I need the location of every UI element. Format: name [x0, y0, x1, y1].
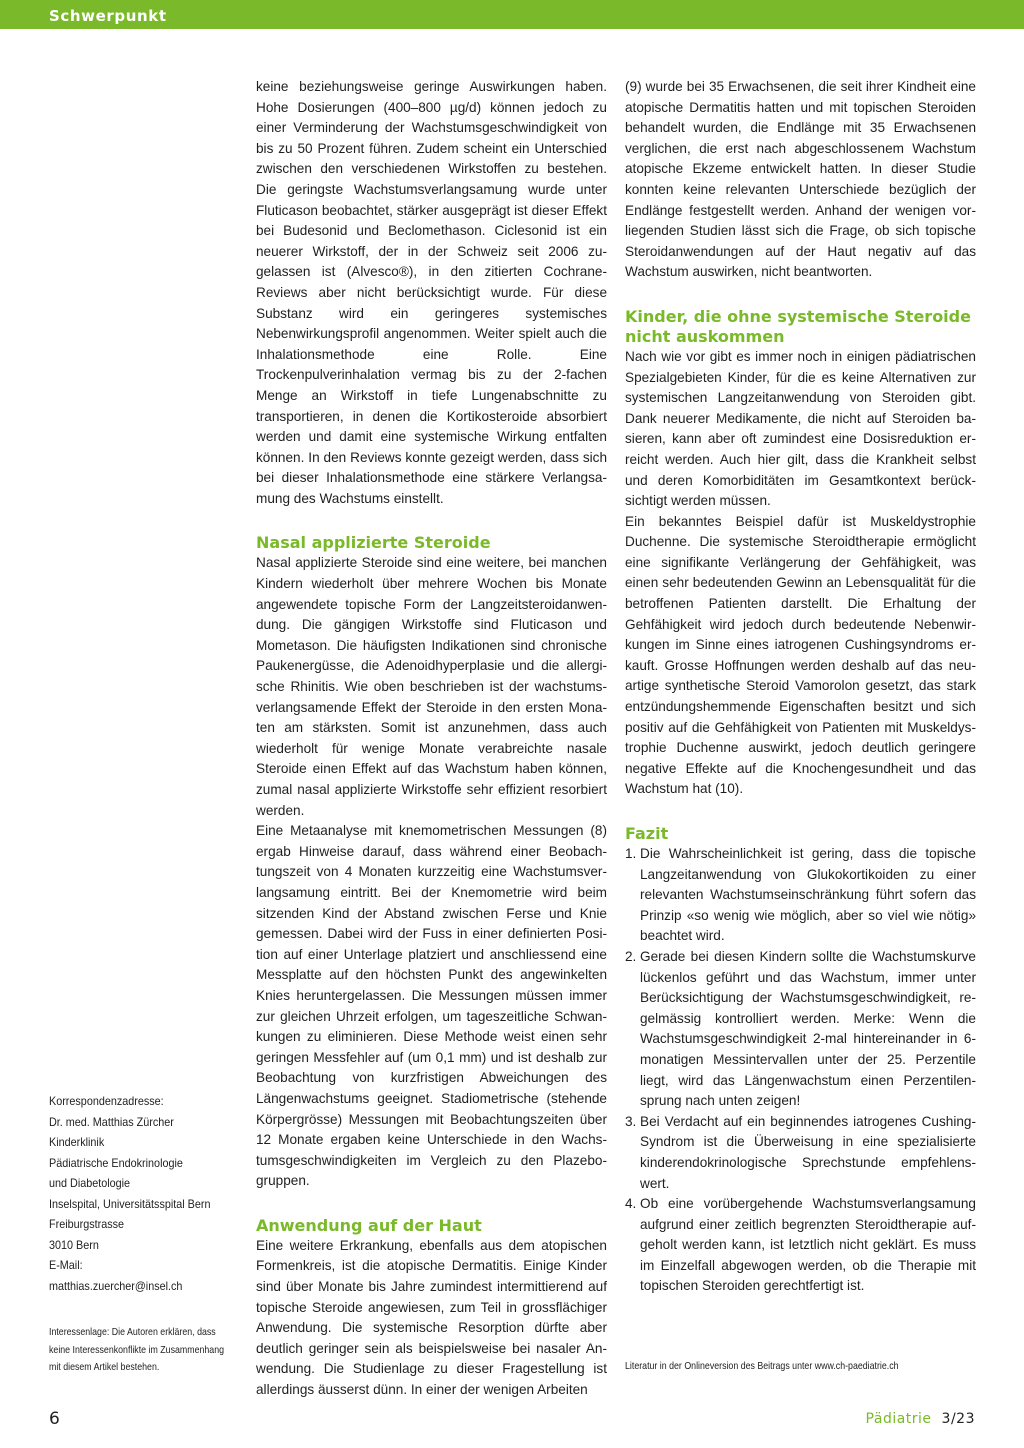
conflict-of-interest-note [49, 1324, 249, 1377]
paragraph: Nach wie vor gibt es immer noch in einigen pädiatrischen Spezialgebieten Kinder, für die es keine Alternativen zur systemischen Langzeitanwendung von Steroiden gibt. Dank neuerer Medikamente, die nicht auf Steroiden basieren, kann aber oft zumindest eine Dosisreduktion erreicht werden. Auch hier gilt, dass die Krankheit selbst und deren Komorbiditäten im Gesamtkontext berücksichtigt werden müssen. [625, 348, 976, 509]
article-column-right [625, 77, 976, 1297]
address-line: Kinderklinik [49, 1135, 105, 1149]
paragraph: keine beziehungsweise geringe Auswirkungen haben. Hohe Dosierungen (400–800 µg/d) können jedoch zu einer Verminderung der Wachstumsgeschwindigkeit von bis zu 50 Prozent führen. Zudem scheint ein Unterschied zwischen den verschiedenen Wirkstoffen zu bestehen. Die geringste Wachstumsverlangsamung wurde unter Fluticason beobachtet, stärker ausgeprägt ist dieser Effekt bei Budesonid und Beclomethason. Ciclesonid ist ein neuerer Wirkstoff, der in der Schweiz seit 2006 zugelassen ist (Alvesco®), in den zitierten Cochrane-Reviews aber nicht berücksichtigt wurde. Für diese Substanz wird ein geringeres systemisches Nebenwirkungsprofil angenommen. Weiter spielt auch die Inhalationsmethode eine Rolle. Eine Trockenpulverinhalation vermag bis zu der 2-fachen Menge an Wirkstoff in tiefe Lungenabschnitte zu transportieren, in denen die Kortikosteroide absorbiert werden und damit eine systemische Wirkung entfalten können. In den Reviews konnte gezeigt werden, dass sich bei dieser Inhalationsmethode eine stärkere Verlangsamung des Wachstums einstellt. [256, 79, 607, 506]
issue-number: 3/23 [941, 1411, 975, 1427]
list-number: 3. [625, 1113, 637, 1129]
paragraph: Nasal applizierte Steroide sind eine weitere, bei manchen Kindern wiederholt über mehrere Wochen bis Monate angewendete topische Form der Langzeitsteroidanwendung. Die gängigen Wirkstoffe sind Fluticason und Mometason. Die häufigsten Indikationen sind chronische Paukenergüsse, die Adenoidhyperplasie und die allergische Rhinitis. Wie oben beschrieben ist der wachstumsverlangsamende Effekt der Steroide in den ersten Monaten am stärksten. Somit ist anzunehmen, dass auch wiederholt für wenige Monate verabreichte nasale Steroide einen Effekt auf das Wachstum haben können, zumal nasal applizierte Wirkstoffe sehr effizient resorbiert werden. [256, 555, 607, 818]
list-number: 4. [625, 1196, 637, 1212]
list-item [625, 1194, 976, 1297]
page-number: 6 [49, 1409, 60, 1429]
literature-note: Literatur in der Onlineversion des Beitrags unter www.ch-paediatrie.ch [625, 1360, 899, 1372]
correspondence-address [49, 1091, 239, 1296]
paragraph: Eine weitere Erkrankung, ebenfalls aus dem atopischen Formenkreis, ist die atopische Dermatitis. Einige Kinder sind über Monate bis Jahre zumindest intermittierend auf topische Steroide angewiesen, zum Teil in grossflächiger Anwendung. Die systemische Resorption dürfte aber deutlich geringer sein als beispielsweise bei nasaler Anwendung. Die Studienlage zu dieser Fragestellung ist allerdings äusserst dünn. In einer der wenigen Arbeiten [256, 1237, 607, 1398]
journal-name: Pädiatrie [865, 1411, 932, 1427]
list-number: 1. [625, 846, 637, 861]
section-heading-fazit: Fazit [625, 824, 669, 843]
address-line: 3010 Bern [49, 1237, 99, 1252]
paragraph: Ein bekanntes Beispiel dafür ist Muskeldystrophie Duchenne. Die systemische Steroidtherapie ermöglicht eine signifikante Verlängerung der Gehfähigkeit, was einen sehr bedeutenden Gewinn an Lebensqualität für die betroffenen Patienten darstellt. Die Erhaltung der Gehfähigkeit wird jedoch durch bedeutende Nebenwirkungen im Sinne eines iatrogenen Cushingsyndroms erkauft. Grosse Hoffnungen werden deshalb auf das neuartige synthetische Steroid Vamorolon gesetzt, das stark entzündungshemmende Eigenschaften besitzt und sich positiv auf die Gehfähigkeit von Patienten mit Muskeldystrophie Duchenne auswirkt, jedoch deutlich geringere negative Effekte auf die Knochengesundheit und das Wachstum hat (10). [625, 513, 976, 797]
list-item [625, 947, 976, 1112]
list-item-text: Gerade bei diesen Kindern sollte die Wachstumskurve lückenlos geführt und das Wachstum, immer unter Berücksichtigung der Wachstumsgeschwindigkeit, regelmässig kontrolliert werden. Merke: Wenn die Wachstumsgeschwindigkeit 2-mal hintereinander in 6-monatigen Messintervallen unter der 25. Perzentile liegt, wird das Längenwachstum einen Perzentilensprung nach unten zeigen! [640, 948, 976, 1109]
list-item-text: Bei Verdacht auf ein beginnendes iatrogenes Cushing-Syndrom ist die Überweisung in eine spezialisierte kinderendokrinologische Sprechstunde empfehlenswert. [640, 1113, 976, 1191]
list-item [625, 844, 976, 947]
address-line: und Diabetologie [49, 1176, 131, 1190]
fazit-list [625, 844, 976, 1297]
interest-line: Interessenlage: Die Autoren erklären, dass [49, 1326, 216, 1338]
section-header-bar [0, 0, 1024, 29]
email-address: matthias.zuercher@insel.ch [49, 1278, 183, 1293]
address-line: Freiburgstrasse [49, 1217, 125, 1231]
paragraph: Eine Metaanalyse mit knemometrischen Messungen (8) ergab Hinweise darauf, dass während einer Beobachtungszeit von 4 Monaten kurzzeitig eine Wachstumsverlangsamung eintritt. Bei der Knemometrie wird beim sitzenden Kind der Abstand zwischen Ferse und Knie gemessen. Dabei wird der Fuss in einer definierten Position auf einer Unterlage platziert und anschliessend eine Messplatte auf den höchsten Punkt des angewinkelten Knies heruntergelassen. Die Messungen müssen immer zur gleichen Uhrzeit erfolgen, um tageszeitliche Schwankungen zu eliminieren. Diese Methode weist einen sehr geringen Messfehler auf (um 0,1 mm) und ist deshalb zur Beobachtung von kurzfristigen Abweichungen des Längenwachstums geeignet. Stadiometrische (stehende Körpergrösse) Messungen mit Beobachtungszeiten über 12 Monate ergaben keine Unterschiede in den Wachstumsgeschwindigkeiten im Vergleich zu den Plazebogruppen. [256, 823, 607, 1189]
address-line: Pädiatrische Endokrinologie [49, 1155, 183, 1170]
interest-line: mit diesem Artikel bestehen. [49, 1361, 160, 1373]
list-number: 2. [625, 948, 637, 964]
section-heading-nasal: Nasal applizierte Steroide [256, 533, 491, 553]
address-line: E-Mail: [49, 1258, 83, 1272]
section-label: Schwerpunkt [49, 7, 167, 25]
section-heading-systemic: Kinder, die ohne systemische Steroide nicht auskommen [625, 306, 971, 346]
article-column-middle [256, 77, 607, 1401]
address-line: Korrespondenzadresse: [49, 1094, 164, 1108]
journal-footer [866, 1411, 975, 1427]
list-item-text: Ob eine vorübergehende Wachstumsverlangsamung aufgrund einer zeitlich begrenzten Steroidtherapie aufgeholt werden kann, ist letztlich nicht geklärt. Es muss im Einzelfall abgewogen werden, ob die Therapie mit topischen Steroiden gerechtfertigt ist. [640, 1196, 976, 1294]
address-line: Inselspital, Universitätsspital Bern [49, 1196, 211, 1211]
list-item-text: Die Wahrscheinlichkeit ist gering, dass die topische Langzeitanwendung von Glukokortikoiden zu einer relevanten Wachstumseinschränkung führt sofern das Prinzip «so wenig wie möglich, aber so viel wie nötig» beachtet wird. [640, 846, 976, 944]
address-line: Dr. med. Matthias Zürcher [49, 1114, 174, 1129]
paragraph: (9) wurde bei 35 Erwachsenen, die seit ihrer Kindheit eine atopische Dermatitis hatten und mit topischen Steroiden behandelt wurden, die Endlänge mit 35 Erwachsenen verglichen, die erst nach abgeschlossenem Wachstum atopische Ekzeme entwickelt hatten. In dieser Studie konnten keine relevanten Unterschiede bezüglich der Endlänge festgestellt werden. Anhand der wenigen vorliegenden Studien lässt sich die Frage, ob sich topische Steroidanwendungen auf der Haut negativ auf das Wachstum auswirken, nicht beantworten. [625, 79, 976, 280]
section-heading-skin: Anwendung auf der Haut [256, 1215, 482, 1235]
interest-line: keine Interessenkonflikte im Zusammenhang [49, 1343, 225, 1356]
list-item [625, 1112, 976, 1194]
